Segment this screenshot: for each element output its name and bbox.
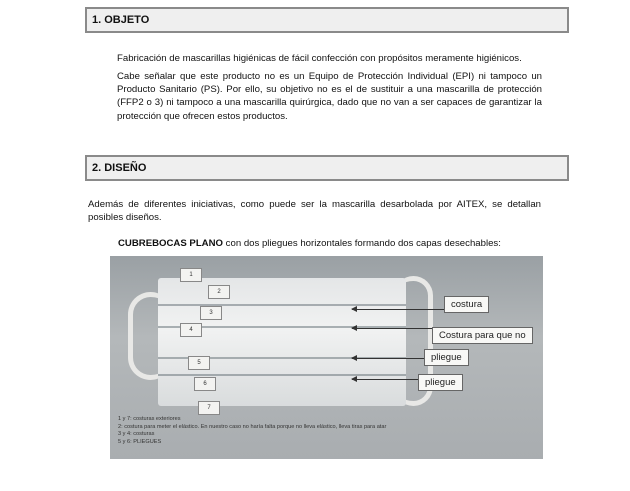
number-box: 1 bbox=[180, 268, 202, 282]
label-costura: costura bbox=[444, 296, 489, 313]
note-line: 2: costura para meter el elástico. En nuestro caso no haría falta porque no lleva elástico, lleva tiras para atar bbox=[118, 423, 387, 430]
section-title: 1. OBJETO bbox=[92, 14, 150, 26]
note-line: 1 y 7: costuras exteriores bbox=[118, 416, 181, 422]
caption-bold: CUBREBOCAS PLANO bbox=[118, 238, 224, 249]
number-box: 6 bbox=[194, 377, 216, 391]
objeto-paragraph-2: Cabe señalar que este producto no es un Equipo de Protección Individual (EPI) ni tampoco un Producto Sanitario (PS). Por ello, su objetivo no es el de sustituir a una mascarilla de protección (FFP2 o 3) ni tampoco a una mascarilla quirúrgica, dado que no van a ser capaces de garantizar la protección que ofrecen estos productos. bbox=[117, 71, 542, 122]
mask-fold bbox=[158, 374, 406, 376]
number-box: 7 bbox=[198, 401, 220, 415]
number-box: 2 bbox=[208, 285, 230, 299]
arrow-costura bbox=[352, 309, 444, 310]
diseno-paragraph: Además de diferentes iniciativas, como puede ser la mascarilla desarbolada por AITEX, se detallan posibles diseños. bbox=[88, 199, 541, 224]
objeto-paragraph-1: Fabricación de mascarillas higiénicas de fácil confección con propósitos meramente higiénicos. bbox=[117, 53, 522, 64]
section-title: 2. DISEÑO bbox=[92, 162, 147, 174]
mask-photo bbox=[110, 256, 543, 459]
number-box: 4 bbox=[180, 323, 202, 337]
figure-caption bbox=[118, 238, 501, 249]
caption-rest: con dos pliegues horizontales formando dos capas desechables: bbox=[223, 238, 501, 249]
section-header-diseno bbox=[85, 155, 569, 181]
arrow-costura-2 bbox=[352, 328, 432, 329]
number-box: 3 bbox=[200, 306, 222, 320]
label-pliegue-2: pliegue bbox=[418, 374, 463, 391]
number-box: 5 bbox=[188, 356, 210, 370]
note-line: 3 y 4: costuras bbox=[118, 431, 155, 438]
label-pliegue-1: pliegue bbox=[424, 349, 469, 366]
arrow-pliegue-2 bbox=[352, 379, 418, 380]
label-costura-2: Costura para que no bbox=[432, 327, 533, 344]
photo-notes bbox=[118, 416, 386, 446]
mask-fold bbox=[158, 304, 406, 306]
arrow-pliegue-1 bbox=[352, 358, 424, 359]
section-header-objeto bbox=[85, 7, 569, 33]
note-line: 5 y 6: PLIEGUES bbox=[118, 438, 162, 445]
